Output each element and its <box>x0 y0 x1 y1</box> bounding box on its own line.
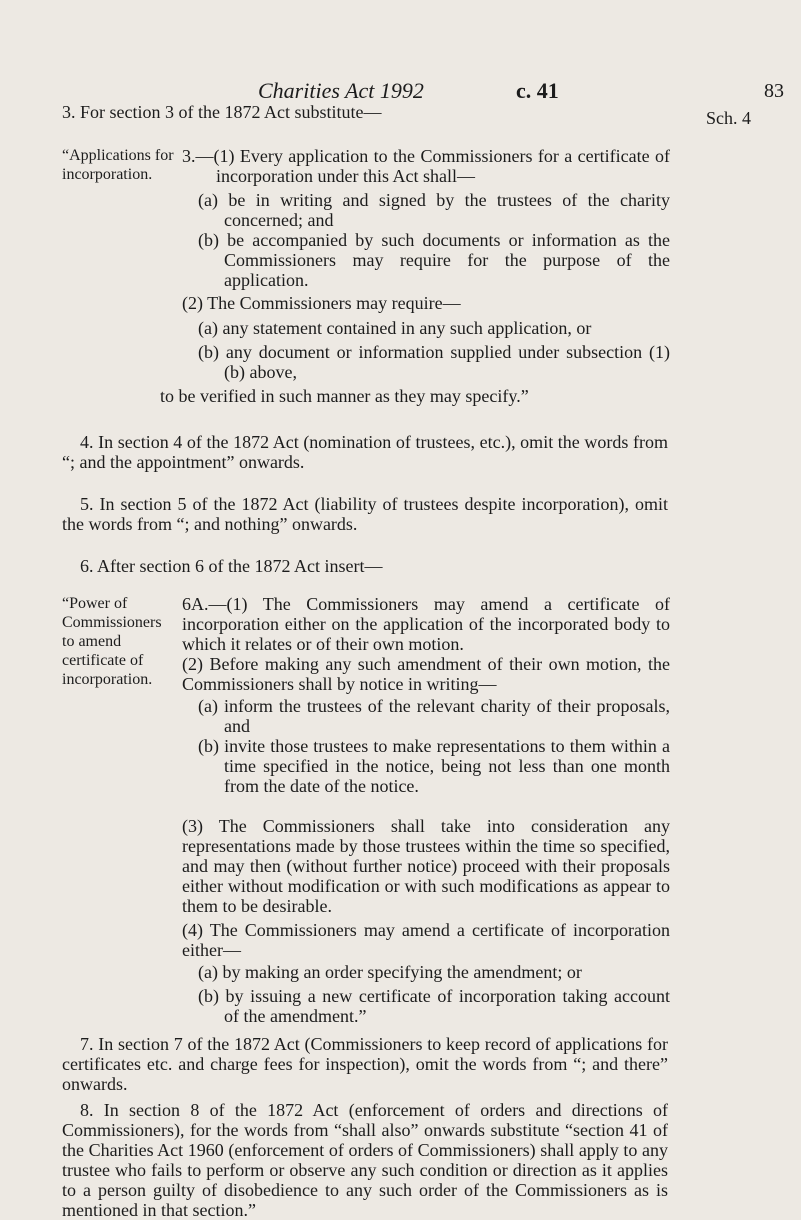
section-7-text: 7. In section 7 of the 1872 Act (Commissioners to keep record of applications for certificates etc. and charge fees for inspection), omit the words from “; and there” onwards. <box>62 1034 668 1094</box>
section-6-subsection-4-para-b: (b) by issuing a new certificate of incorporation taking account of the amendment.” <box>198 986 670 1026</box>
section-3-subsection-2-para-b: (b) any document or information supplied under subsection (1)(b) above, <box>198 342 670 382</box>
section-5-text: 5. In section 5 of the 1872 Act (liability of trustees despite incorporation), omit the words from “; and nothing” onwards. <box>62 494 668 534</box>
section-4-text: 4. In section 4 of the 1872 Act (nomination of trustees, etc.), omit the words from “; and the appointment” onwards. <box>62 432 668 472</box>
section-3-subsection-2-tail: to be verified in such manner as they may specify.” <box>160 386 529 406</box>
page-number: 83 <box>764 80 784 102</box>
section-3-margin-note: “Applications for incorporation. <box>62 147 174 183</box>
chapter-reference: c. 41 <box>516 78 559 103</box>
section-3-subsection-2-lead: (2) The Commissioners may require— <box>182 293 461 313</box>
schedule-reference: Sch. 4 <box>706 108 751 128</box>
running-title: Charities Act 1992 <box>258 78 424 103</box>
section-6-subsection-2-lead: (2) Before making any such amendment of their own motion, the Commissioners shall by notice in writing— <box>182 654 670 694</box>
section-6-subsection-2-para-a: (a) inform the trustees of the relevant charity of their proposals, and <box>198 696 670 736</box>
section-6-subsection-3: (3) The Commissioners shall take into consideration any representations made by those trustees within the time so specified, and may then (without further notice) proceed with their proposals either without modification or with such modifications as appear to them to be desirable. <box>182 816 670 916</box>
section-6-subsection-1: 6A.—(1) The Commissioners may amend a certificate of incorporation either on the application of the incorporated body to which it relates or of their own motion. <box>182 594 670 654</box>
section-3-subsection-2-para-a: (a) any statement contained in any such application, or <box>198 318 592 338</box>
section-3-para-a: (a) be in writing and signed by the trustees of the charity concerned; and <box>198 190 670 230</box>
section-6-subsection-2-para-b: (b) invite those trustees to make representations to them within a time specified in the notice, being not less than one month from the date of the notice. <box>198 736 670 796</box>
section-6-intro: 6. After section 6 of the 1872 Act insert— <box>80 556 383 576</box>
section-6-subsection-4-lead: (4) The Commissioners may amend a certificate of incorporation either— <box>182 920 670 960</box>
section-3-para-b: (b) be accompanied by such documents or information as the Commissioners may require for the purpose of the application. <box>198 230 670 290</box>
section-6-subsection-4-para-a: (a) by making an order specifying the amendment; or <box>198 962 582 982</box>
section-3-subsection-1-lead: 3.—(1) Every application to the Commissioners for a certificate of incorporation under this Act shall— <box>182 146 670 186</box>
section-3-intro: 3. For section 3 of the 1872 Act substitute— <box>62 102 382 122</box>
section-8-text: 8. In section 8 of the 1872 Act (enforcement of orders and directions of Commissioners), for the words from “shall also” onwards substitute “section 41 of the Charities Act 1960 (enforcement of orders of Commissioners) shall apply to any trustee who fails to perform or observe any such condition or direction as it applies to a person guilty of disobedience to any such order of the Commissioners as is mentioned in that section.” <box>62 1100 668 1220</box>
section-6-margin-note: “Power of Commissioners to amend certificate of incorporation. <box>62 595 162 688</box>
